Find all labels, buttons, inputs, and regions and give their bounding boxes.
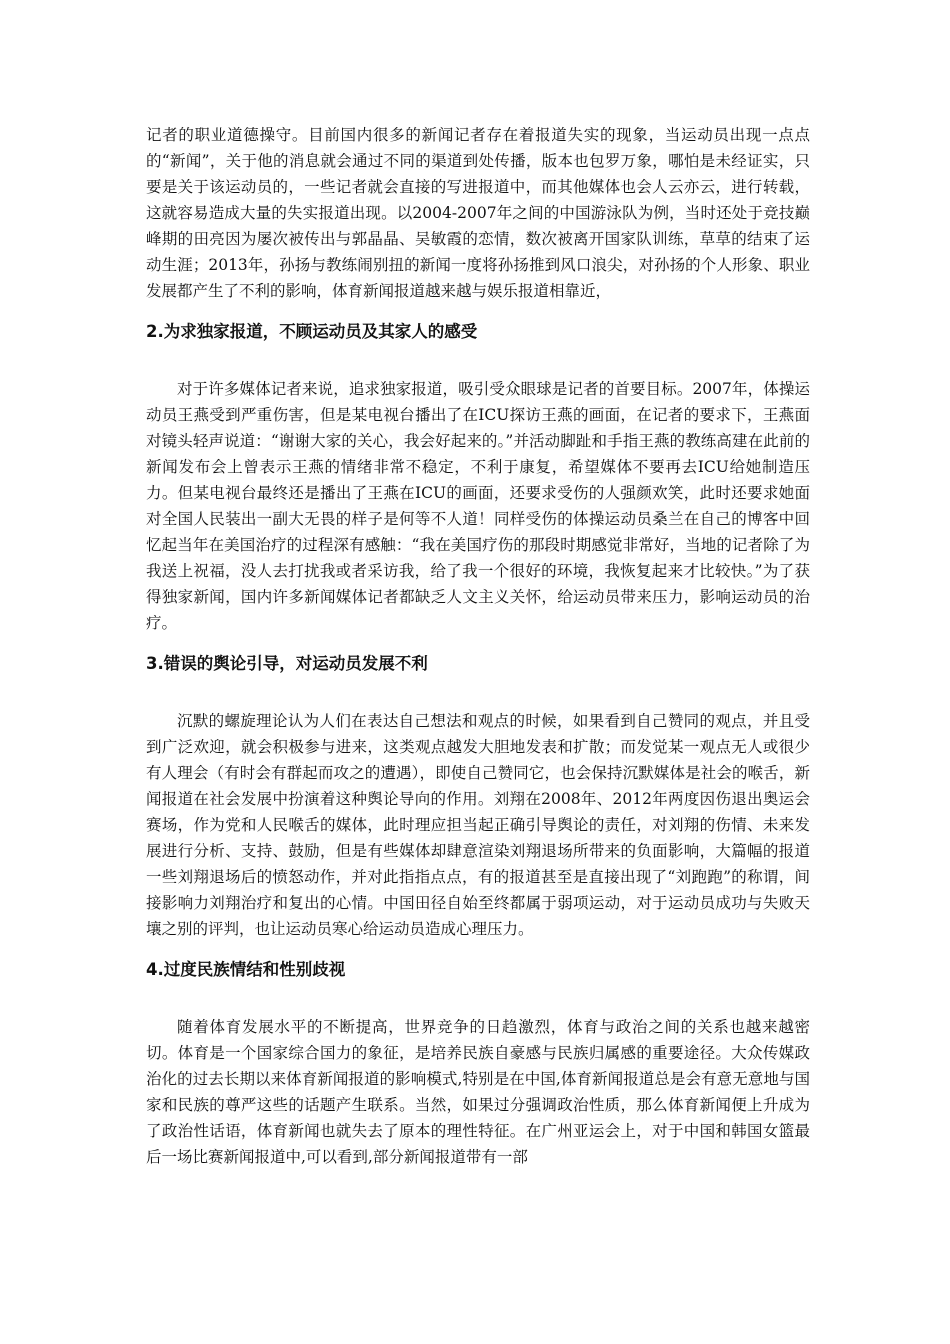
body-paragraph-3: 沉默的螺旋理论认为人们在表达自己想法和观点的时候，如果看到自己赞同的观点，并且受到广泛欢迎，就会积极参与进来，这类观点越发大胆地发表和扩散；而发觉某一观点无人或很少有人理会（有时会有群起而攻之的遭遇），即使自己赞同它，也会保持沉默媒体是社会的喉舌，新闻报道在社会发展中扮演着这种舆论导向的作用。刘翔在2008年、2012年两度因伤退出奥运会赛场，作为党和人民喉舌的媒体，此时理应担当起正确引导舆论的责任，对刘翔的伤情、未来发展进行分析、支持、鼓励，但是有些媒体却肆意渲染刘翔退场所带来的负面影响，大篇幅的报道一些刘翔退场后的愤怒动作，并对此指指点点，有的报道甚至是直接出现了“刘跑跑”的称谓，间接影响力刘翔治疗和复出的心情。中国田径自始至终都属于弱项运动，对于运动员成功与失败天壤之别的评判，也让运动员寒心给运动员造成心理压力。 xyxy=(146,712,810,938)
body-paragraph-2: 对于许多媒体记者来说，追求独家报道，吸引受众眼球是记者的首要目标。2007年，体操运动员王燕受到严重伤害，但是某电视台播出了在ICU探访王燕的画面，在记者的要求下，王燕面对镜头轻声说道：“谢谢大家的关心，我会好起来的。”并活动脚趾和手指王燕的教练高建在此前的新闻发布会上曾表示王燕的情绪非常不稳定，不利于康复，希望媒体不要再去ICU给她制造压力。但某电视台最终还是播出了王燕在ICU的画面，还要求受伤的人强颜欢笑，此时还要求她面对全国人民装出一副大无畏的样子是何等不人道！同样受伤的体操运动员桑兰在自己的博客中回忆起当年在美国治疗的过程深有感触：“我在美国疗伤的那段时期感觉非常好，当地的记者除了为我送上祝福，没人去打扰我或者采访我，给了我一个很好的环境，我恢复起来才比较快。”为了获得独家新闻，国内许多新闻媒体记者都缺乏人文主义关怀，给运动员带来压力，影响运动员的治疗。 xyxy=(146,380,810,632)
body-paragraph-4: 随着体育发展水平的不断提高，世界竞争的日趋激烈，体育与政治之间的关系也越来越密切。体育是一个国家综合国力的象征，是培养民族自豪感与民族归属感的重要途径。大众传媒政治化的过去长期以来体育新闻报道的影响模式,特别是在中国,体育新闻报道总是会有意无意地与国家和民族的尊严这些的话题产生联系。当然，如果过分强调政治性质，那么体育新闻便上升成为了政治性话语，体育新闻也就失去了原本的理性特征。在广州亚运会上，对于中国和韩国女篮最后一场比赛新闻报道中,可以看到,部分新闻报道带有一部 xyxy=(146,1018,810,1166)
body-paragraph-1: 记者的职业道德操守。目前国内很多的新闻记者存在着报道失实的现象，当运动员出现一点点的“新闻”，关于他的消息就会通过不同的渠道到处传播，版本也包罗万象，哪怕是未经证实，只要是关于该运动员的，一些记者就会直接的写进报道中，而其他媒体也会人云亦云，进行转载，这就容易造成大量的失实报道出现。以2004-2007年之间的中国游泳队为例，当时还处于竞技巅峰期的田亮因为屡次被传出与郭晶晶、吴敏霞的恋情，数次被离开国家队训练，草草的结束了运动生涯；2013年，孙扬与教练闹别扭的新闻一度将孙扬推到风口浪尖，对孙扬的个人形象、职业发展都产生了不利的影响，体育新闻报道越来越与娱乐报道相靠近， xyxy=(146,126,810,300)
document-page xyxy=(146,122,810,1170)
section-heading-4: 4.过度民族情结和性别歧视 xyxy=(146,960,346,979)
section-heading-2: 2.为求独家报道，不顾运动员及其家人的感受 xyxy=(146,322,478,341)
section-heading-3: 3.错误的舆论引导，对运动员发展不利 xyxy=(146,654,428,673)
